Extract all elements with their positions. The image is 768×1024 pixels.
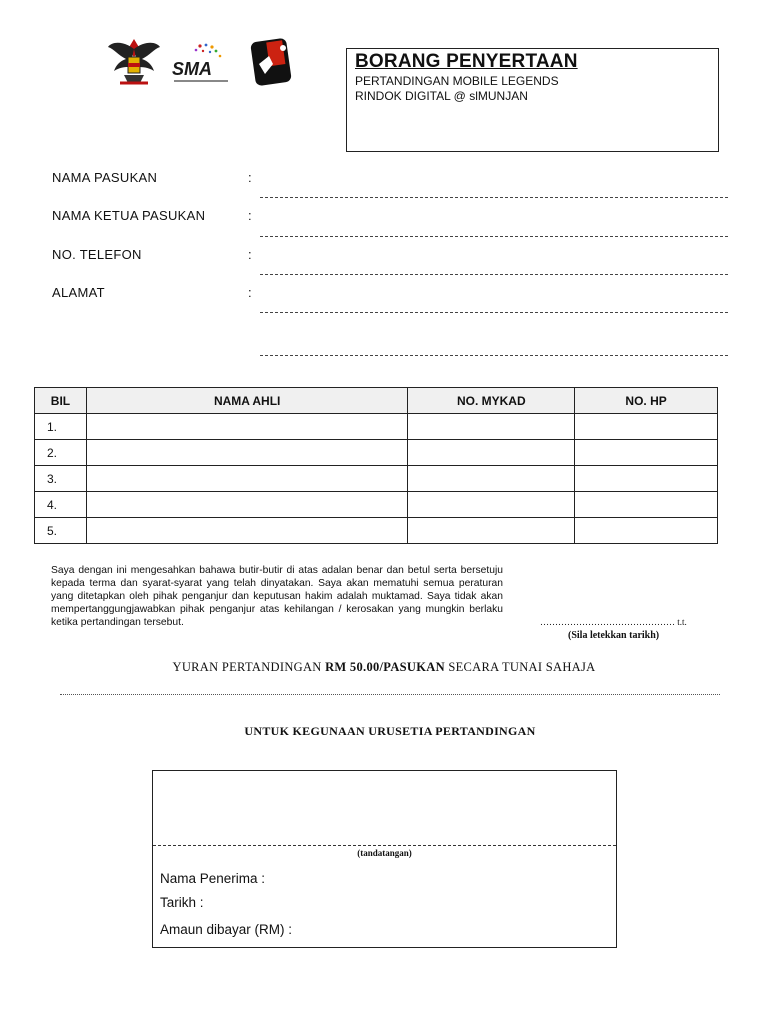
header-nama-ahli: NAMA AHLI bbox=[86, 388, 407, 414]
member-name-cell[interactable] bbox=[86, 518, 407, 544]
title-box bbox=[346, 48, 719, 152]
header-bil: BIL bbox=[35, 388, 87, 414]
date-signature-line[interactable]: ……………………………………… t.t. bbox=[540, 617, 687, 627]
fee-suffix: SECARA TUNAI SAHAJA bbox=[444, 660, 596, 674]
mykad-cell[interactable] bbox=[408, 466, 575, 492]
amount-paid-label: Amaun dibayar (RM) : bbox=[160, 922, 293, 937]
field-colon: : bbox=[248, 170, 252, 185]
table-row bbox=[35, 492, 718, 518]
receiver-name-label: Nama Penerima : bbox=[160, 871, 266, 886]
office-use-title: UNTUK KEGUNAAN URUSETIA PERTANDINGAN bbox=[244, 724, 536, 738]
field-label-captain-name: NAMA KETUA PASUKAN bbox=[52, 208, 206, 223]
address-line-1[interactable] bbox=[260, 312, 728, 313]
fee-amount: RM 50.00/PASUKAN bbox=[325, 660, 445, 674]
fee-prefix: YURAN PERTANDINGAN bbox=[172, 660, 326, 674]
member-name-cell[interactable] bbox=[86, 440, 407, 466]
mykad-cell[interactable] bbox=[408, 492, 575, 518]
table-row bbox=[35, 440, 718, 466]
member-name-cell[interactable] bbox=[86, 492, 407, 518]
signature-caption: (tandatangan) bbox=[357, 848, 412, 858]
office-use-box bbox=[152, 770, 617, 948]
field-colon: : bbox=[248, 208, 252, 223]
form-title: BORANG PENYERTAAN bbox=[355, 51, 578, 72]
address-line-2[interactable] bbox=[260, 355, 728, 356]
table-row bbox=[35, 466, 718, 492]
phone-cell[interactable] bbox=[575, 466, 718, 492]
phone-cell[interactable] bbox=[575, 414, 718, 440]
date-signature-caption: (Sila letekkan tarikh) bbox=[568, 630, 660, 641]
form-subtitle-line1: PERTANDINGAN MOBILE LEGENDS bbox=[355, 74, 559, 88]
separator-line bbox=[60, 694, 720, 695]
row-number: 3. bbox=[35, 466, 87, 492]
team-name-line[interactable] bbox=[260, 197, 728, 198]
table-header-row bbox=[35, 388, 718, 414]
members-table bbox=[34, 387, 718, 544]
mykad-cell[interactable] bbox=[408, 518, 575, 544]
captain-name-line[interactable] bbox=[260, 236, 728, 237]
phone-line[interactable] bbox=[260, 274, 728, 275]
field-label-team-name: NAMA PASUKAN bbox=[52, 170, 158, 185]
phone-cell[interactable] bbox=[575, 492, 718, 518]
table-row bbox=[35, 414, 718, 440]
sarawak-crest-icon bbox=[106, 35, 162, 89]
row-number: 2. bbox=[35, 440, 87, 466]
signature-line[interactable] bbox=[153, 845, 616, 846]
header-mykad: NO. MYKAD bbox=[408, 388, 575, 414]
row-number: 4. bbox=[35, 492, 87, 518]
fist-logo-icon bbox=[247, 34, 295, 88]
date-label: Tarikh : bbox=[160, 895, 204, 910]
field-label-phone: NO. TELEFON bbox=[52, 247, 142, 262]
fee-notice bbox=[0, 660, 768, 675]
member-name-cell[interactable] bbox=[86, 414, 407, 440]
mykad-cell[interactable] bbox=[408, 440, 575, 466]
phone-cell[interactable] bbox=[575, 440, 718, 466]
row-number: 5. bbox=[35, 518, 87, 544]
sma-logo bbox=[170, 42, 234, 86]
form-subtitle-line2: RINDOK DIGITAL @ slMUNJAN bbox=[355, 89, 528, 103]
table-row bbox=[35, 518, 718, 544]
field-label-address: ALAMAT bbox=[52, 285, 105, 300]
header-hp: NO. HP bbox=[575, 388, 718, 414]
row-number: 1. bbox=[35, 414, 87, 440]
field-colon: : bbox=[248, 247, 252, 262]
declaration-text: Saya dengan ini mengesahkan bahawa butir-butir di atas adalan benar dan betul serta bersetuju kepada terma dan syarat-syarat yang telah dinyatakan. Saya akan mematuhi semua peraturan yang ditetapkan oleh pihak penganjur dan keputusan hakim adalah muktamad. Saya tidak akan mempertanggungjawabkan pihak penganjur atas kehilangan / kerosakan yang mungkin berlaku ketika pertandingan tersebut. bbox=[51, 565, 503, 628]
phone-cell[interactable] bbox=[575, 518, 718, 544]
member-name-cell[interactable] bbox=[86, 466, 407, 492]
field-colon: : bbox=[248, 285, 252, 300]
mykad-cell[interactable] bbox=[408, 414, 575, 440]
sma-logo-text: SMA bbox=[172, 59, 212, 79]
